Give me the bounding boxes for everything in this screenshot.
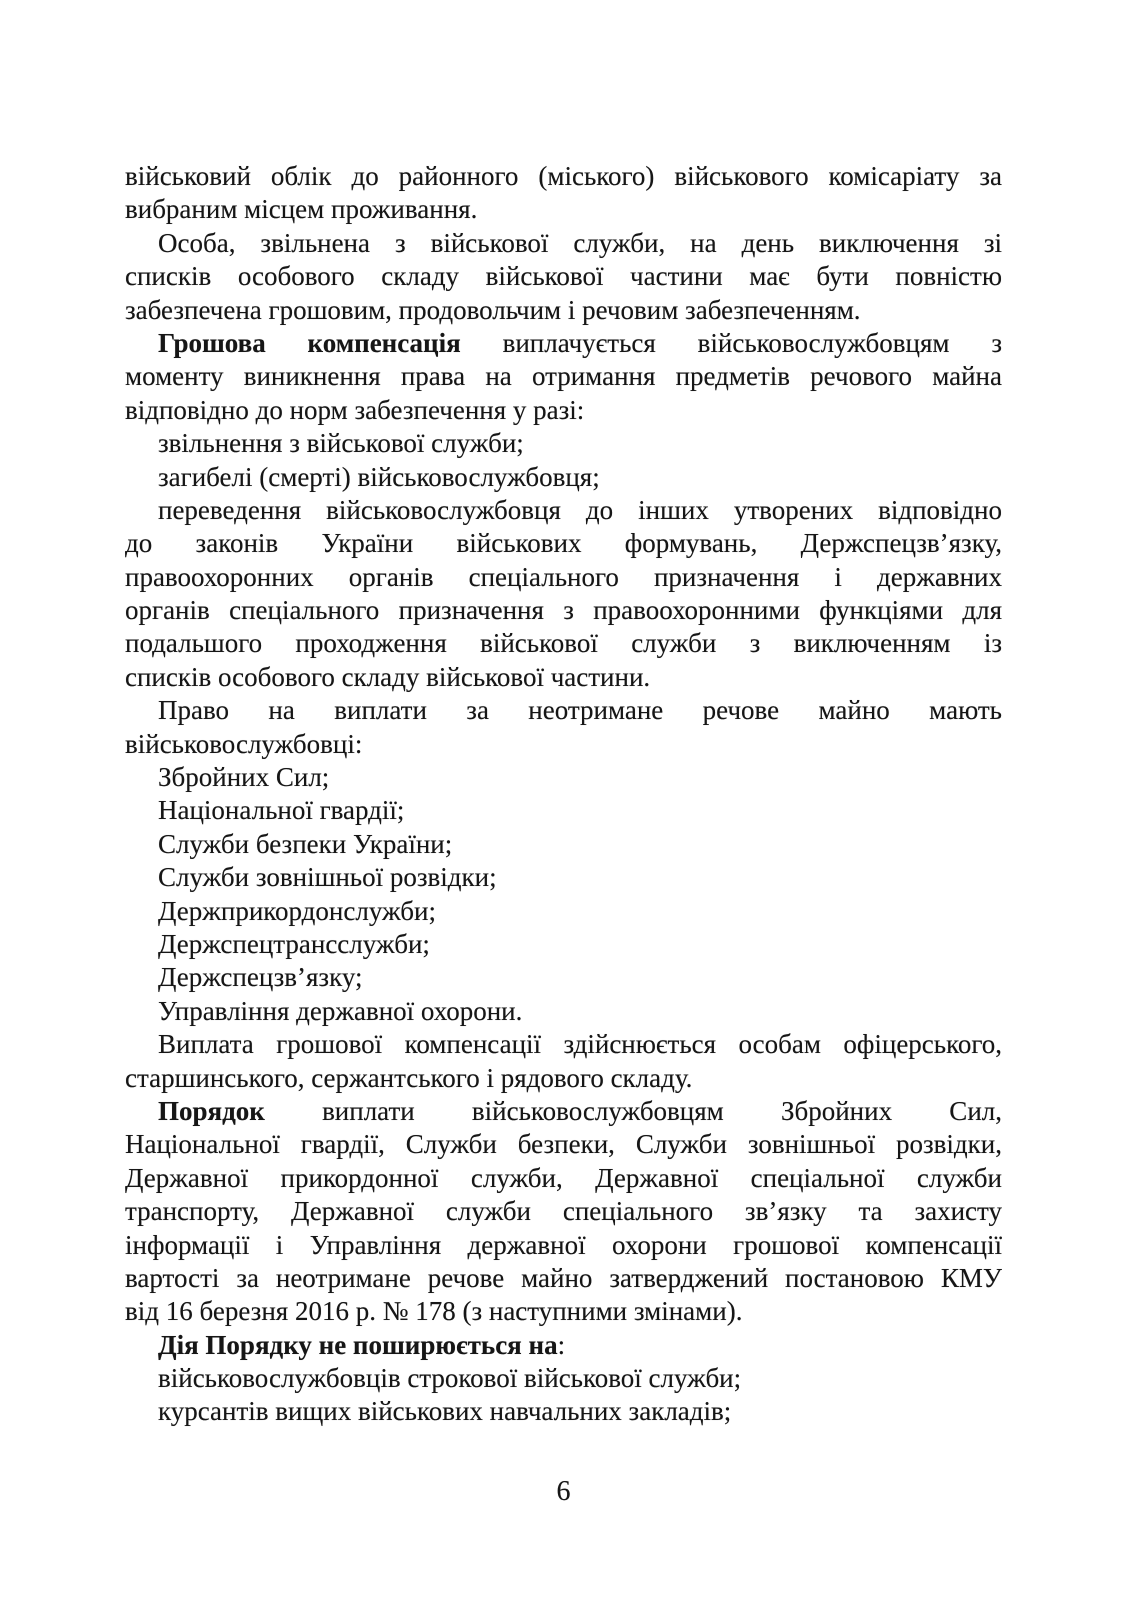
text-segment: військовослужбовців строкової військової служби;	[158, 1363, 742, 1394]
text-line	[125, 1195, 1002, 1228]
text-line	[125, 1162, 1002, 1195]
text-segment: забезпечена грошовим, продовольчим і речовим забезпеченням.	[125, 294, 861, 325]
text-line	[125, 995, 1002, 1028]
text-segment: органів спеціального призначення з правоохоронними функціями для	[125, 595, 1002, 626]
text-segment: старшинського, сержантського і рядового складу.	[125, 1062, 693, 1093]
text-segment: транспорту, Державної служби спеціального зв’язку та захисту	[125, 1196, 1002, 1227]
text-segment: Національної гвардії, Служби безпеки, Служби зовнішньої розвідки,	[125, 1129, 1002, 1160]
text-line	[125, 627, 1002, 660]
text-line	[125, 1362, 1002, 1395]
text-line	[125, 494, 1002, 527]
text-segment: загибелі (смерті) військовослужбовця;	[158, 461, 600, 492]
text-segment: :	[557, 1329, 566, 1360]
text-line	[125, 661, 1002, 694]
text-segment: вибраним місцем проживання.	[125, 194, 478, 225]
text-segment: подальшого проходження військової служби з виключенням із	[125, 628, 1002, 659]
text-line	[125, 1062, 1002, 1095]
text-segment: Збройних Сил;	[158, 762, 330, 793]
text-segment: від 16 березня 2016 р. № 178 (з наступними змінами).	[125, 1296, 743, 1327]
text-segment: Особа, звільнена з військової служби, на день виключення зі	[158, 227, 1002, 258]
text-column	[125, 160, 1002, 1429]
text-line	[125, 260, 1002, 293]
text-line	[125, 594, 1002, 627]
text-line	[125, 1095, 1002, 1128]
text-segment: вартості за неотримане речове майно затверджений постановою КМУ	[125, 1262, 1002, 1293]
text-line	[125, 961, 1002, 994]
text-line	[125, 794, 1002, 827]
text-line	[125, 828, 1002, 861]
text-line	[125, 327, 1002, 360]
text-line	[125, 193, 1002, 226]
text-line	[125, 728, 1002, 761]
text-segment: Державної прикордонної служби, Державної спеціальної служби	[125, 1162, 1002, 1193]
text-segment: списків особового складу військової частини має бути повністю	[125, 261, 1002, 292]
text-segment: Служби безпеки України;	[158, 828, 453, 859]
text-segment: відповідно до норм забезпечення у разі:	[125, 394, 585, 425]
text-segment-bold: Порядок	[158, 1095, 265, 1126]
text-line	[125, 461, 1002, 494]
text-line	[125, 427, 1002, 460]
text-segment: Служби зовнішньої розвідки;	[158, 862, 497, 893]
text-segment: Виплата грошової компенсації здійснюється особам офіцерського,	[158, 1029, 1002, 1060]
text-segment: Держспецзв’язку;	[158, 962, 363, 993]
text-segment: Держприкордонслужби;	[158, 895, 436, 926]
text-segment: військовослужбовці:	[125, 728, 363, 759]
text-line	[125, 861, 1002, 894]
text-segment-bold: Дія Порядку не поширюється на	[158, 1329, 558, 1360]
text-line	[125, 227, 1002, 260]
text-segment: списків особового складу військової частини.	[125, 661, 651, 692]
text-line	[125, 1128, 1002, 1161]
text-segment: правоохоронних органів спеціального призначення і державних	[125, 561, 1002, 592]
text-segment: Право на виплати за неотримане речове майно мають	[158, 695, 1002, 726]
text-line	[125, 394, 1002, 427]
text-segment: виплати військовослужбовцям Збройних Сил,	[264, 1095, 1002, 1126]
text-line	[125, 561, 1002, 594]
text-segment: переведення військовослужбовця до інших утворених відповідно	[158, 494, 1002, 525]
page-number: 6	[556, 1475, 571, 1507]
text-line	[125, 1295, 1002, 1328]
text-line	[125, 928, 1002, 961]
text-line	[125, 1028, 1002, 1061]
text-segment-bold: Грошова компенсація	[158, 327, 461, 358]
text-line	[125, 1395, 1002, 1428]
text-segment: моменту виникнення права на отримання предметів речового майна	[125, 361, 1002, 392]
text-segment: до законів України військових формувань, Держспецзв’язку,	[125, 528, 1002, 559]
text-line	[125, 1329, 1002, 1362]
text-line	[125, 895, 1002, 928]
text-segment: Національної гвардії;	[158, 795, 405, 826]
text-segment: Управління державної охорони.	[158, 995, 523, 1026]
text-line	[125, 360, 1002, 393]
text-line	[125, 694, 1002, 727]
text-segment: Держспецтрансслужби;	[158, 928, 430, 959]
text-segment: інформації і Управління державної охорони грошової компенсації	[125, 1229, 1002, 1260]
text-line	[125, 1262, 1002, 1295]
text-line	[125, 160, 1002, 193]
text-line	[125, 527, 1002, 560]
text-line	[125, 761, 1002, 794]
text-segment: військовий облік до районного (міського) військового комісаріату за	[125, 161, 1002, 191]
text-line	[125, 1229, 1002, 1262]
text-segment: курсантів вищих військових навчальних закладів;	[158, 1396, 732, 1427]
text-line	[125, 294, 1002, 327]
text-segment: звільнення з військової служби;	[158, 428, 524, 459]
text-segment: виплачується військовослужбовцям з	[460, 327, 1002, 358]
